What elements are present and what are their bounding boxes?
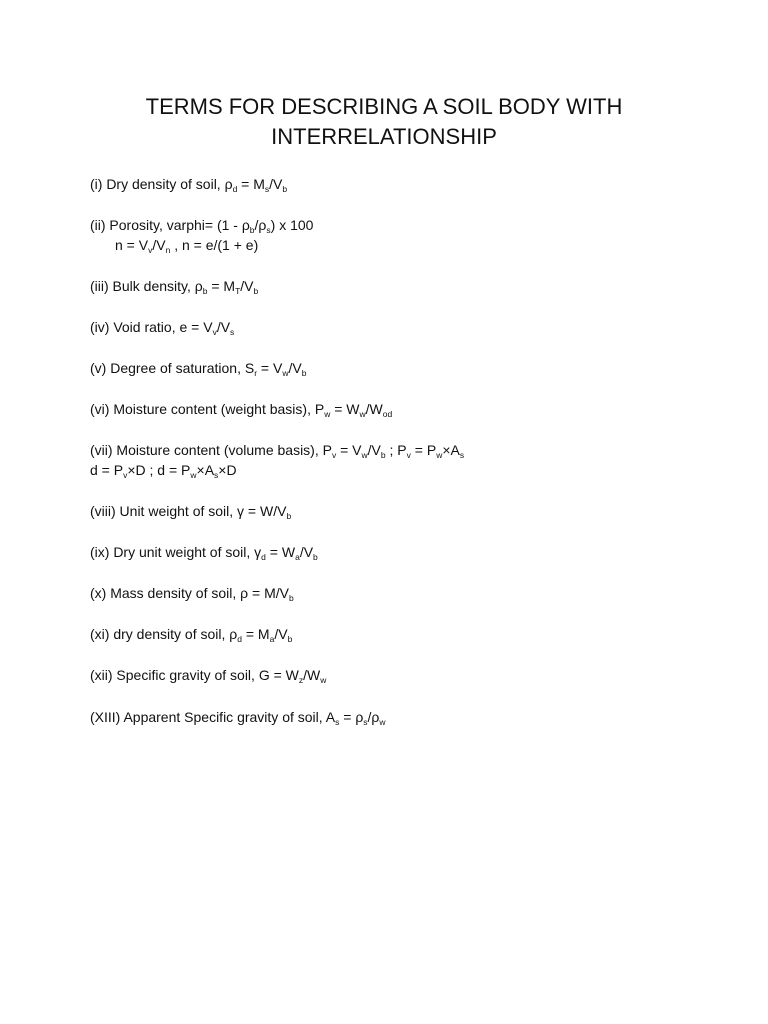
subscript: w xyxy=(361,450,368,460)
subscript: s xyxy=(363,717,368,727)
subscript: w xyxy=(324,409,331,419)
subscript: z xyxy=(298,675,304,685)
term-text: (iv) Void ratio, e = V xyxy=(90,319,213,335)
subscript: d xyxy=(261,552,266,562)
page-title xyxy=(0,92,768,152)
term-text: (iii) Bulk density, ρ xyxy=(90,278,203,294)
subscript: v xyxy=(148,245,153,255)
subscript: w xyxy=(436,450,443,460)
subscript: s xyxy=(264,184,270,194)
subscript: b xyxy=(380,450,386,460)
subscript: b xyxy=(287,634,293,644)
subscript: od xyxy=(382,409,393,419)
term-apparent-specific-gravity xyxy=(90,707,386,727)
subscript: v xyxy=(331,450,337,460)
subscript: b xyxy=(202,286,208,296)
subscript: b xyxy=(288,593,294,603)
term-text: = M xyxy=(237,176,265,192)
term-text: /W xyxy=(303,667,321,683)
term-text: = ρ xyxy=(339,709,364,725)
subscript: w xyxy=(282,368,289,378)
term-text: , n = e/(1 + e) xyxy=(170,237,259,253)
subscript: s xyxy=(335,717,340,727)
term-void-ratio xyxy=(90,317,234,337)
term-text: (viii) Unit weight of soil, γ = W/V xyxy=(90,503,287,519)
subscript: v xyxy=(212,327,217,337)
term-text: /V xyxy=(216,319,231,335)
term-text: (vi) Moisture content (weight basis), P xyxy=(90,401,325,417)
subscript: w xyxy=(379,717,386,727)
term-mass-density xyxy=(90,583,294,603)
term-text: = W xyxy=(330,401,360,417)
term-text: (ix) Dry unit weight of soil, γ xyxy=(90,544,262,560)
subscript: w xyxy=(320,675,327,685)
subscript: n xyxy=(165,245,171,255)
term-dry-density-2 xyxy=(90,624,292,644)
term-text: = V xyxy=(336,442,362,458)
subscript: b xyxy=(313,552,318,562)
moisture-volume-line-2 xyxy=(90,460,464,480)
subscript: b xyxy=(253,286,259,296)
term-text: (XIII) Apparent Specific gravity of soil, A xyxy=(90,709,336,725)
term-text: (v) Degree of saturation, S xyxy=(90,360,255,376)
title-line-1: TERMS FOR DESCRIBING A SOIL BODY WITH xyxy=(145,94,623,119)
subscript: b xyxy=(286,511,292,521)
subscript: w xyxy=(359,409,366,419)
term-text: = V xyxy=(257,360,283,376)
subscript: d xyxy=(237,634,242,644)
subscript: s xyxy=(266,225,271,235)
term-text: (xii) Specific gravity of soil, G = W xyxy=(90,667,299,683)
term-text: /V xyxy=(240,278,254,294)
term-degree-of-saturation xyxy=(90,358,306,378)
porosity-line-1 xyxy=(90,215,313,235)
subscript: d xyxy=(232,184,238,194)
term-porosity xyxy=(90,215,313,255)
term-text: /V xyxy=(152,237,166,253)
term-text: (ii) Porosity, varphi= (1 - ρ xyxy=(90,217,250,233)
subscript: T xyxy=(235,286,241,296)
term-text: = W xyxy=(265,544,296,560)
term-specific-gravity xyxy=(90,665,326,685)
subscript: v xyxy=(123,470,128,480)
term-text: ×A xyxy=(442,442,460,458)
term-bulk-density xyxy=(90,276,258,296)
term-text: /V xyxy=(288,360,302,376)
term-text: /W xyxy=(365,401,383,417)
term-moisture-weight xyxy=(90,399,392,419)
term-text: = P xyxy=(410,442,437,458)
term-text: (vii) Moisture content (volume basis), P xyxy=(90,442,332,458)
subscript: s xyxy=(214,470,219,480)
subscript: a xyxy=(269,634,275,644)
subscript: a xyxy=(295,552,300,562)
term-dry-unit-weight xyxy=(90,542,318,562)
term-text: (xi) dry density of soil, ρ xyxy=(90,626,238,642)
term-text: (x) Mass density of soil, ρ = M/V xyxy=(90,585,289,601)
subscript: v xyxy=(406,450,411,460)
term-unit-weight xyxy=(90,501,291,521)
term-text: /V xyxy=(269,176,283,192)
porosity-line-2 xyxy=(90,235,313,255)
term-text: /V xyxy=(299,544,314,560)
moisture-volume-line-1 xyxy=(90,440,464,460)
term-text: /ρ xyxy=(254,217,267,233)
title-line-2: INTERRELATIONSHIP xyxy=(271,124,497,149)
subscript: s xyxy=(459,450,465,460)
term-text: /ρ xyxy=(367,709,380,725)
subscript: b xyxy=(282,184,288,194)
term-text: /V xyxy=(274,626,288,642)
subscript: r xyxy=(254,368,258,378)
term-dry-density xyxy=(90,174,287,194)
term-text: ×D xyxy=(218,462,237,478)
subscript: b xyxy=(249,225,255,235)
term-text: = M xyxy=(207,278,236,294)
term-text: ) x 100 xyxy=(270,217,314,233)
subscript: s xyxy=(230,327,235,337)
subscript: w xyxy=(190,470,197,480)
term-text: = M xyxy=(241,626,270,642)
term-text: (i) Dry density of soil, ρ xyxy=(90,176,233,192)
term-text: ×A xyxy=(196,462,215,478)
term-text: n = V xyxy=(115,237,149,253)
term-text: ×D ; d = P xyxy=(127,462,191,478)
term-text: ; P xyxy=(385,442,407,458)
term-moisture-volume xyxy=(90,440,464,480)
term-text: /V xyxy=(367,442,381,458)
subscript: b xyxy=(301,368,307,378)
term-text: d = P xyxy=(90,462,124,478)
